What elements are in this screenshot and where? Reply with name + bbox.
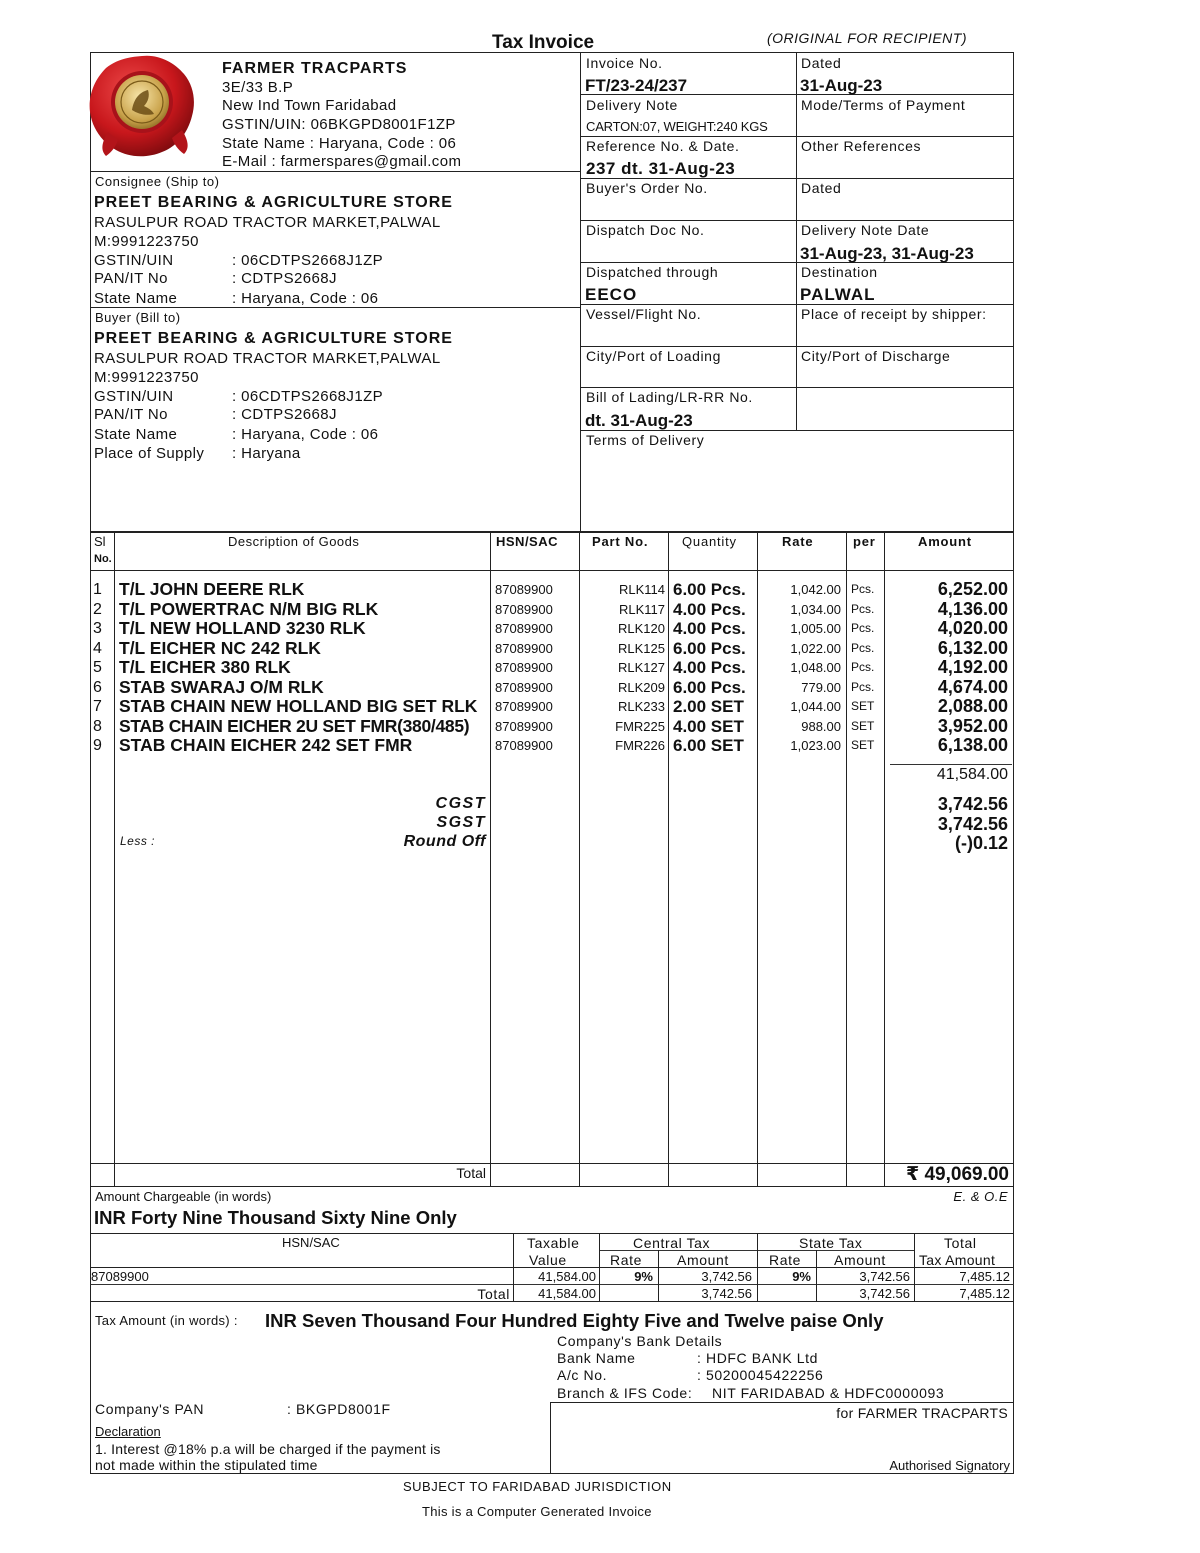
- tax-col-c-rate: Rate: [610, 1252, 642, 1268]
- tax-total-s-amount: 3,742.56: [859, 1286, 910, 1301]
- col-hsn: HSN/SAC: [496, 534, 559, 549]
- buyer-heading: Buyer (Bill to): [95, 310, 181, 325]
- lading-value: dt. 31-Aug-23: [585, 411, 693, 430]
- item-sl: 9: [93, 737, 102, 754]
- item-rate: 1,023.00: [790, 738, 841, 753]
- item-part-no: RLK127: [618, 660, 665, 675]
- item-per: Pcs.: [851, 660, 875, 674]
- item-per: Pcs.: [851, 582, 875, 596]
- buyer-address: RASULPUR ROAD TRACTOR MARKET,PALWAL: [94, 350, 441, 367]
- item-quantity: 6.00 SET: [673, 736, 744, 755]
- item-sl: 5: [93, 659, 102, 676]
- invoice-date: 31-Aug-23: [800, 76, 883, 95]
- buyer-name: PREET BEARING & AGRICULTURE STORE: [94, 330, 453, 347]
- company-pan-label: Company's PAN: [95, 1401, 205, 1417]
- item-sl: 8: [93, 717, 102, 735]
- consignee-state: : Haryana, Code : 06: [232, 290, 379, 307]
- col-amount: Amount: [918, 534, 972, 549]
- seller-gstin: GSTIN/UIN: 06BKGPD8001F1ZP: [222, 116, 456, 133]
- item-amount: 6,252.00: [937, 579, 1008, 599]
- buyer-gstin-label: GSTIN/UIN: [94, 388, 174, 405]
- cgst-amount: 3,742.56: [937, 794, 1008, 814]
- col-sl: Sl: [94, 534, 106, 549]
- round-off-label: Round Off: [403, 833, 486, 850]
- item-amount: 6,132.00: [937, 637, 1008, 658]
- item-quantity: 4.00 Pcs.: [673, 599, 746, 619]
- round-off-amount: (-)0.12: [954, 833, 1008, 853]
- tax-row-c-rate: 9%: [634, 1269, 653, 1284]
- table-row: [0, 678, 1200, 698]
- consignee-pan: : CDTPS2668J: [232, 270, 337, 287]
- item-rate: 779.00: [801, 679, 841, 695]
- item-sl: 3: [93, 620, 102, 637]
- item-rate: 1,005.00: [790, 621, 841, 636]
- loading-port-label: City/Port of Loading: [586, 348, 721, 364]
- dated-label: Dated: [801, 55, 842, 71]
- item-quantity: 2.00 SET: [673, 697, 744, 716]
- page-title: Tax Invoice: [492, 32, 595, 53]
- item-sl: 7: [93, 698, 102, 715]
- item-sl: 4: [93, 639, 102, 657]
- consignee-name: PREET BEARING & AGRICULTURE STORE: [94, 194, 453, 211]
- total-label: Total: [456, 1165, 486, 1181]
- table-row: [0, 736, 1200, 756]
- item-per: Pcs.: [851, 621, 875, 635]
- reference-value: 237 dt. 31-Aug-23: [586, 159, 736, 178]
- company-pan: : BKGPD8001F: [287, 1401, 391, 1417]
- item-quantity: 4.00 Pcs.: [673, 619, 746, 638]
- item-hsn: 87089900: [495, 738, 553, 753]
- grand-total: ₹ 49,069.00: [905, 1164, 1009, 1185]
- item-hsn: 87089900: [495, 640, 553, 656]
- item-amount: 6,138.00: [937, 735, 1008, 755]
- copy-label: (ORIGINAL FOR RECIPIENT): [767, 30, 967, 46]
- sgst-label: SGST: [436, 814, 486, 831]
- item-hsn: 87089900: [495, 679, 553, 695]
- cgst-label: CGST: [435, 795, 486, 812]
- other-references-label: Other References: [801, 138, 922, 154]
- item-part-no: FMR226: [615, 738, 665, 753]
- seller-email: E-Mail : farmerspares@gmail.com: [222, 153, 462, 170]
- item-rate: 1,042.00: [790, 582, 841, 597]
- tax-total-grand: 7,485.12: [959, 1286, 1010, 1301]
- col-sl-no: No.: [94, 553, 112, 565]
- item-sl: 6: [93, 678, 102, 696]
- item-quantity: 4.00 SET: [673, 716, 744, 736]
- tax-row-c-amount: 3,742.56: [701, 1269, 752, 1284]
- bank-name-label: Bank Name: [557, 1350, 636, 1366]
- destination-label: Destination: [801, 264, 878, 280]
- item-description: T/L JOHN DEERE RLK: [119, 579, 305, 599]
- item-part-no: RLK120: [618, 621, 665, 636]
- frame-right: [1013, 52, 1014, 1474]
- table-row: [0, 600, 1200, 620]
- item-amount: 4,020.00: [937, 618, 1008, 638]
- item-quantity: 6.00 Pcs.: [673, 677, 746, 697]
- order-dated-label: Dated: [801, 180, 842, 196]
- seller-name: FARMER TRACPARTS: [222, 60, 408, 77]
- table-row: [0, 619, 1200, 639]
- tax-total-taxable: 41,584.00: [538, 1286, 596, 1301]
- item-rate: 1,034.00: [790, 601, 841, 617]
- col-part-no: Part No.: [592, 534, 649, 549]
- jurisdiction-note: SUBJECT TO FARIDABAD JURISDICTION: [403, 1479, 672, 1494]
- dispatch-doc-label: Dispatch Doc No.: [586, 222, 705, 238]
- col-quantity: Quantity: [682, 534, 737, 549]
- tax-words-label: Tax Amount (in words) :: [95, 1313, 238, 1328]
- tax-col-c-amount: Amount: [677, 1252, 729, 1268]
- computer-generated-note: This is a Computer Generated Invoice: [422, 1504, 652, 1519]
- frame-left: [90, 52, 91, 1474]
- item-per: SET: [851, 738, 875, 752]
- item-description: T/L EICHER 380 RLK: [119, 657, 291, 677]
- tax-col-total-1: Total: [944, 1235, 977, 1251]
- tax-row-s-amount: 3,742.56: [859, 1269, 910, 1284]
- buyer-pan: : CDTPS2668J: [232, 406, 337, 423]
- terms-delivery-label: Terms of Delivery: [586, 432, 705, 448]
- invoice-no-label: Invoice No.: [586, 55, 663, 71]
- seller-address-2: New Ind Town Faridabad: [222, 97, 397, 114]
- bank-branch-label: Branch & IFS Code:: [557, 1385, 693, 1401]
- item-part-no: FMR225: [615, 718, 665, 734]
- amount-words-label: Amount Chargeable (in words): [95, 1189, 272, 1204]
- item-description: T/L NEW HOLLAND 3230 RLK: [119, 618, 366, 638]
- col-description: Description of Goods: [228, 534, 360, 549]
- item-part-no: RLK125: [618, 640, 665, 656]
- declaration-line-2: not made within the stipulated time: [95, 1457, 318, 1473]
- tax-row-hsn: 87089900: [91, 1269, 149, 1284]
- col-per: per: [853, 534, 876, 549]
- item-hsn: 87089900: [495, 699, 553, 714]
- delivery-note: CARTON:07, WEIGHT:240 KGS: [586, 119, 768, 134]
- bank-name: : HDFC BANK Ltd: [697, 1350, 819, 1366]
- table-row: [0, 580, 1200, 600]
- tax-total-label: Total: [477, 1286, 510, 1302]
- table-row: [0, 658, 1200, 678]
- tax-col-s-rate: Rate: [769, 1252, 801, 1268]
- table-row: [0, 639, 1200, 659]
- amount-in-words: INR Forty Nine Thousand Sixty Nine Only: [94, 1207, 457, 1228]
- discharge-port-label: City/Port of Discharge: [801, 348, 951, 364]
- delivery-note-date-label: Delivery Note Date: [801, 222, 930, 238]
- receipt-place-label: Place of receipt by shipper:: [801, 306, 987, 322]
- subtotal: 41,584.00: [936, 766, 1008, 783]
- seller-address-1: 3E/33 B.P: [222, 79, 294, 96]
- buyer-pos: : Haryana: [232, 445, 301, 462]
- item-per: Pcs.: [851, 679, 875, 694]
- consignee-address: RASULPUR ROAD TRACTOR MARKET,PALWAL: [94, 214, 441, 231]
- tax-col-s-amount: Amount: [834, 1252, 886, 1268]
- frame-top: [90, 52, 1014, 53]
- item-quantity: 4.00 Pcs.: [673, 658, 746, 677]
- item-description: STAB CHAIN EICHER 2U SET FMR(380/485): [119, 715, 470, 736]
- item-rate: 1,022.00: [790, 640, 841, 656]
- consignee-gstin: : 06CDTPS2668J1ZP: [232, 252, 384, 269]
- item-per: Pcs.: [851, 640, 875, 655]
- item-part-no: RLK209: [618, 679, 665, 695]
- tax-amount-in-words: INR Seven Thousand Four Hundred Eighty Five and Twelve paise Only: [265, 1310, 884, 1331]
- buyer-state-label: State Name: [94, 426, 178, 443]
- table-row: [0, 697, 1200, 717]
- item-amount: 2,088.00: [937, 696, 1008, 716]
- item-per: Pcs.: [851, 601, 875, 616]
- lading-label: Bill of Lading/LR-RR No.: [586, 389, 753, 405]
- dispatched-through: EECO: [585, 285, 638, 304]
- tax-col-state: State Tax: [799, 1235, 863, 1251]
- buyer-mobile: M:9991223750: [94, 369, 199, 386]
- buyer-state: : Haryana, Code : 06: [232, 426, 379, 443]
- less-label: Less :: [120, 834, 156, 848]
- tax-col-taxable-1: Taxable: [527, 1235, 580, 1251]
- dispatched-through-label: Dispatched through: [586, 264, 719, 280]
- col-rate: Rate: [782, 534, 814, 549]
- item-description: STAB SWARAJ O/M RLK: [119, 676, 324, 697]
- item-part-no: RLK114: [618, 582, 665, 597]
- item-description: T/L POWERTRAC N/M BIG RLK: [119, 598, 379, 619]
- item-hsn: 87089900: [495, 621, 553, 636]
- consignee-gstin-label: GSTIN/UIN: [94, 252, 174, 269]
- delivery-note-label: Delivery Note: [586, 97, 678, 113]
- item-hsn: 87089900: [495, 601, 553, 617]
- declaration-line-1: 1. Interest @18% p.a will be charged if the payment is: [95, 1441, 441, 1457]
- item-amount: 4,136.00: [937, 598, 1008, 619]
- item-amount: 4,192.00: [937, 657, 1008, 677]
- consignee-state-label: State Name: [94, 290, 178, 307]
- eoe-label: E. & O.E: [953, 1189, 1008, 1204]
- sgst-amount: 3,742.56: [937, 814, 1008, 834]
- item-part-no: RLK117: [618, 601, 665, 617]
- tax-col-taxable-2: Value: [529, 1252, 567, 1268]
- seller-state: State Name : Haryana, Code : 06: [222, 135, 457, 152]
- tax-row-s-rate: 9%: [792, 1269, 811, 1284]
- reference-label: Reference No. & Date.: [586, 138, 740, 154]
- destination: PALWAL: [800, 285, 876, 304]
- tax-row-total: 7,485.12: [959, 1269, 1010, 1284]
- item-quantity: 6.00 Pcs.: [673, 638, 746, 658]
- bank-ac: : 50200045422256: [697, 1367, 824, 1383]
- item-quantity: 6.00 Pcs.: [673, 580, 746, 599]
- wax-seal-logo: [86, 52, 198, 160]
- item-hsn: 87089900: [495, 582, 553, 597]
- item-part-no: RLK233: [618, 699, 665, 714]
- item-hsn: 87089900: [495, 660, 553, 675]
- item-amount: 3,952.00: [937, 715, 1008, 736]
- consignee-heading: Consignee (Ship to): [95, 174, 220, 189]
- table-row: [0, 717, 1200, 737]
- item-sl: 1: [93, 581, 102, 598]
- buyer-pan-label: PAN/IT No: [94, 406, 168, 423]
- item-rate: 1,044.00: [790, 699, 841, 714]
- delivery-note-date: 31-Aug-23, 31-Aug-23: [800, 244, 974, 263]
- tax-col-hsn: HSN/SAC: [282, 1235, 340, 1250]
- consignee-mobile: M:9991223750: [94, 233, 199, 250]
- item-per: SET: [851, 699, 875, 713]
- buyer-gstin: : 06CDTPS2668J1ZP: [232, 388, 384, 405]
- item-description: STAB CHAIN NEW HOLLAND BIG SET RLK: [119, 696, 478, 716]
- bank-ac-label: A/c No.: [557, 1367, 608, 1383]
- item-sl: 2: [93, 600, 102, 618]
- item-description: T/L EICHER NC 242 RLK: [119, 637, 321, 658]
- bank-heading: Company's Bank Details: [557, 1333, 723, 1349]
- tax-col-central: Central Tax: [633, 1235, 711, 1251]
- for-company: for FARMER TRACPARTS: [836, 1405, 1008, 1421]
- item-hsn: 87089900: [495, 718, 553, 734]
- mode-terms-label: Mode/Terms of Payment: [801, 97, 966, 113]
- tax-col-total-2: Tax Amount: [919, 1252, 996, 1268]
- tax-total-c-amount: 3,742.56: [701, 1286, 752, 1301]
- tax-row-taxable: 41,584.00: [538, 1269, 596, 1284]
- bank-branch: NIT FARIDABAD & HDFC0000093: [712, 1385, 945, 1401]
- vessel-label: Vessel/Flight No.: [586, 306, 702, 322]
- consignee-pan-label: PAN/IT No: [94, 270, 168, 287]
- buyers-order-label: Buyer's Order No.: [586, 180, 708, 196]
- item-per: SET: [851, 718, 875, 733]
- invoice-no: FT/23-24/237: [585, 76, 688, 95]
- declaration-heading: Declaration: [95, 1424, 161, 1439]
- item-rate: 1,048.00: [790, 660, 841, 675]
- authorised-signatory: Authorised Signatory: [889, 1458, 1010, 1473]
- item-amount: 4,674.00: [937, 676, 1008, 697]
- frame-bottom: [90, 1473, 1014, 1474]
- item-description: STAB CHAIN EICHER 242 SET FMR: [119, 735, 413, 755]
- item-rate: 988.00: [801, 718, 841, 734]
- buyer-pos-label: Place of Supply: [94, 445, 205, 462]
